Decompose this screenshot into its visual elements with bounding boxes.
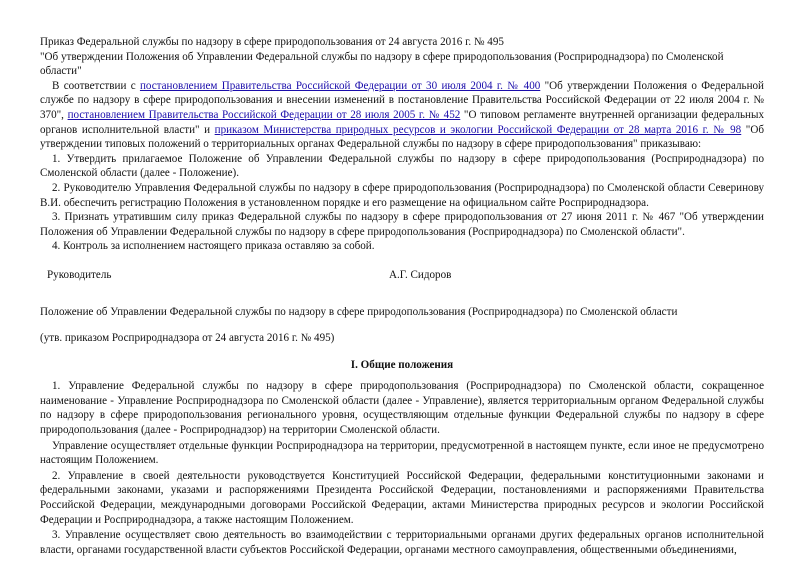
preamble-text-2: "Об утверждении Положения о Федеральной службе по надзору в сфере природопользования и внесении изменений в постановление Правительства Российской Федерации от 22 июля 2004 г. № 370", [40,79,764,121]
order-preamble [40,79,764,152]
regulation-paragraph-2: 2. Управление в своей деятельности руководствуется Конституцией Российской Федерации, федеральными конституционными законами и федеральными законами, указами и распоряжениями Президента Российской Федерации, постановлениями и распоряжениями Правительства Российской Федерации, международными договорами Российской Федерации, актами Министерства природных ресурсов и экологии Российской Федерации и Росприроднадзора, а также настоящим Положением. [40,469,764,526]
preamble-text-3: "О типовом регламенте внутренней организации федеральных органов исполнительной власти" и [40,108,764,136]
regulation-title: Положение об Управлении Федеральной службы по надзору в сфере природопользования (Росприроднадзора) по Смоленской области [40,305,678,318]
order-item-2: 2. Руководителю Управления Федеральной службы по надзору в сфере природопользования (Росприроднадзора) по Смоленской области Северинову В.И. обеспечить регистрацию Положения в установленном порядке и его размещение на официальном сайте Росприроднадзора. [40,181,764,209]
order-item-3: 3. Признать утратившим силу приказ Федеральной службы по надзору в сфере природопользования от 27 июня 2011 г. № 467 "Об утверждении Положения об Управлении Федеральной службы по надзору в сфере природопользования (Росприроднадзора) по Смоленской области". [40,211,764,238]
order-title: Приказ Федеральной службы по надзору в сфере природопользования от 24 августа 2016 г. № 495 [40,36,504,48]
order-item-4: 4. Контроль за исполнением настоящего приказа оставляю за собой. [52,240,375,253]
signature-name: А.Г. Сидоров [389,268,452,281]
signature-block [40,268,764,283]
link-government-decree-452[interactable]: постановлением Правительства Российской Федерации от 28 июля 2005 г. № 452 [67,108,461,121]
order-item-1: 1. Утвердить прилагаемое Положение об Управлении Федеральной службы по надзору в сфере природопользования (Росприроднадзора) по Смоленской области (далее - Положение). [40,152,764,180]
preamble-text-4: "Об утверждении типовых положений о территориальных органах Федеральной службы по надзору в сфере природопользования" приказываю: [40,123,764,151]
order-subtitle: "Об утверждении Положения об Управлении Федеральной службы по надзору в сфере природопользования (Росприроднадзора) по Смоленской области" [40,50,724,78]
regulation-paragraph-1b: Управление осуществляет отдельные функции Росприроднадзора на территории, предусмотренной в настоящем пункте, если иное не предусмотрено настоящим Положением. [40,439,764,467]
regulation-approved-note: (утв. приказом Росприроднадзора от 24 августа 2016 г. № 495) [40,332,335,345]
link-ministry-order-98[interactable]: приказом Министерства природных ресурсов и экологии Российской Федерации от 28 марта 2016 г. № 98 [214,123,742,136]
section-title: I. Общие положения [350,358,454,371]
signature-role: Руководитель [47,268,112,281]
link-government-decree-400[interactable]: постановлением Правительства Российской Федерации от 30 июля 2004 г. № 400 [139,79,541,92]
preamble-text-1: В соответствии с [52,79,140,92]
regulation-paragraph-1: 1. Управление Федеральной службы по надзору в сфере природопользования (Росприроднадзора) по Смоленской области, сокращенное наименование - Управление Росприроднадзора по Смоленской области (далее - Управление), является территориальным органом Федеральной службы по надзору в сфере природопользования регионального уровня, осуществляющим отдельные функции Федеральной службы по надзору в сфере природопользования (далее - Росприроднадзор) на территории Смоленской области. [40,380,764,437]
regulation-paragraph-3: 3. Управление осуществляет свою деятельность во взаимодействии с территориальными органами других федеральных органов исполнительной власти, органами государственной власти субъектов Российской Федерации, органами местного самоуправления, общественными объединениями, [40,529,764,556]
